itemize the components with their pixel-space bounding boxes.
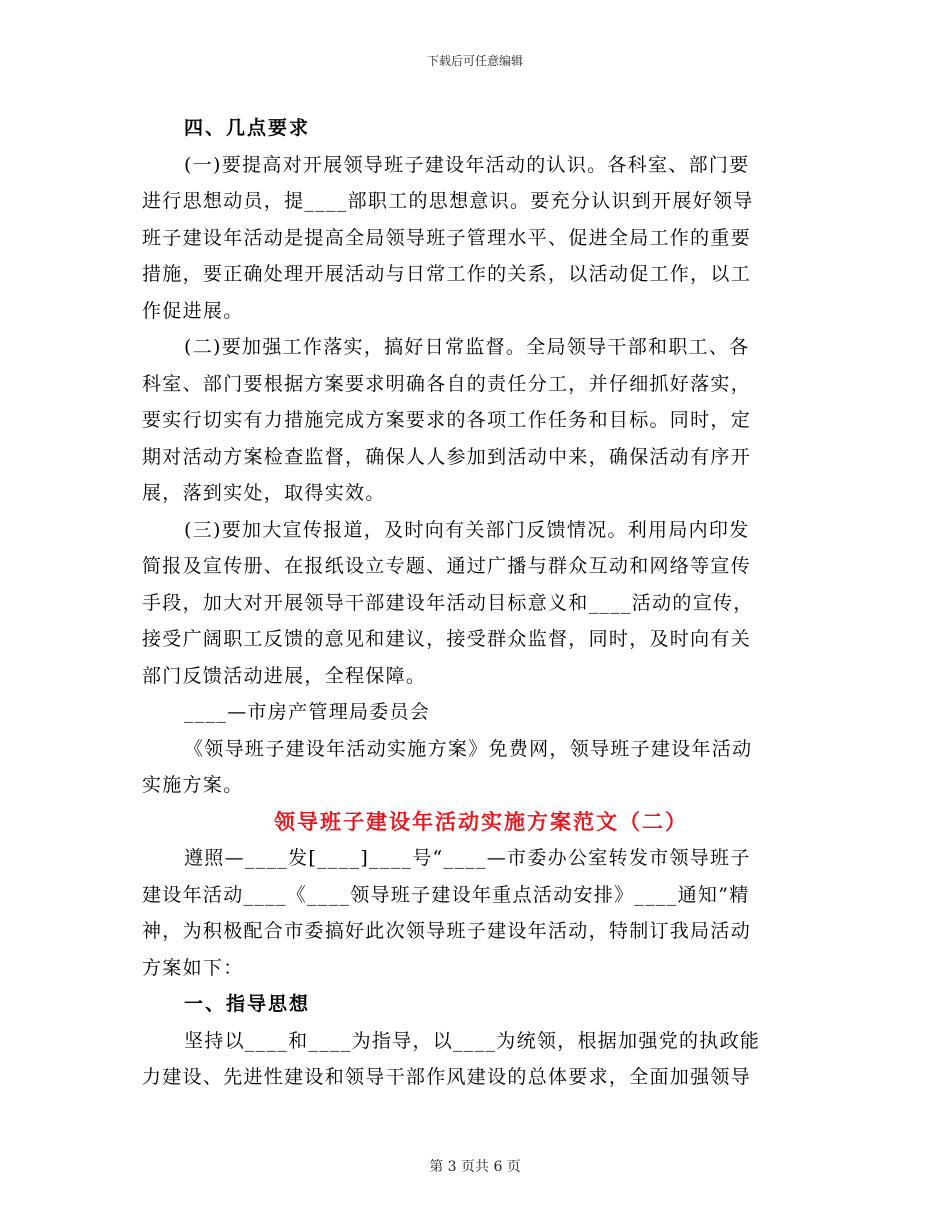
section-heading-requirements: 四、几点要求 bbox=[184, 117, 311, 139]
section-heading-guiding-ideology: 一、指导思想 bbox=[184, 993, 311, 1015]
paragraph-line: (二)要加强工作落实，搞好日常监督。全局领导干部和职工、各 bbox=[184, 336, 750, 358]
paragraph-line: 班子建设年活动是提高全局领导班子管理水平、促进全局工作的重要 bbox=[142, 226, 752, 249]
paragraph-line: 展，落到实处，取得实效。 bbox=[142, 482, 386, 504]
paragraph-line: 《领导班子建设年活动实施方案》免费网，领导班子建设年活动 bbox=[184, 737, 753, 760]
paragraph-line: 作促进展。 bbox=[142, 299, 244, 322]
paragraph-line: (一)要提高对开展领导班子建设年活动的认识。各科室、部门要 bbox=[184, 153, 750, 176]
paragraph-line: 坚持以____和____为指导，以____为统领，根据加强党的执政能 bbox=[184, 1029, 761, 1052]
paragraph-line: 方案如下： bbox=[142, 956, 244, 979]
document-body bbox=[142, 110, 800, 1096]
page-footer: 第 3 页共 6 页 bbox=[429, 1159, 521, 1175]
paragraph-line: 进行思想动员，提____部职工的思想意识。要充分认识到开展好领导 bbox=[142, 190, 754, 212]
paragraph-line: 接受广阔职工反馈的意见和建议，接受群众监督，同时，及时向有关 bbox=[142, 628, 752, 650]
document-title: 领导班子建设年活动实施方案范文（二） bbox=[274, 808, 688, 834]
paragraph-line: 部门反馈活动进展，全程保障。 bbox=[142, 664, 427, 687]
paragraph-line: 简报及宣传册、在报纸设立专题、通过广播与群众互动和网络等宣传 bbox=[142, 555, 752, 577]
paragraph-line: (三)要加大宣传报道，及时向有关部门反馈情况。利用局内印发 bbox=[184, 518, 750, 541]
page-header: 下载后可任意编辑 bbox=[426, 54, 523, 68]
paragraph-line: 手段，加大对开展领导干部建设年活动目标意义和____活动的宣传， bbox=[142, 591, 754, 614]
paragraph-line: 措施，要正确处理开展活动与日常工作的关系，以活动促工作，以工 bbox=[142, 263, 752, 285]
signature-line: ____—市房产管理局委员会 bbox=[184, 701, 431, 723]
paragraph-line: 力建设、先进性建设和领导干部作风建设的总体要求，全面加强领导 bbox=[142, 1066, 752, 1088]
paragraph-line: 实施方案。 bbox=[142, 774, 244, 796]
paragraph-line: 神，为积极配合市委搞好此次领导班子建设年活动，特制订我局活动 bbox=[142, 920, 752, 942]
paragraph-line: 要实行切实有力措施完成方案要求的各项工作任务和目标。同时，定 bbox=[142, 409, 752, 431]
paragraph-line: 遵照—____发[____]____号“____—市委办公室转发市领导班子 bbox=[184, 847, 751, 869]
paragraph-line: 建设年活动____《____领导班子建设年重点活动安排》____通知”精 bbox=[142, 883, 750, 906]
paragraph-line: 科室、部门要根据方案要求明确各自的责任分工，并仔细抓好落实， bbox=[142, 372, 752, 395]
paragraph-line: 期对活动方案检查监督，确保人人参加到活动中来，确保活动有序开 bbox=[142, 445, 752, 468]
